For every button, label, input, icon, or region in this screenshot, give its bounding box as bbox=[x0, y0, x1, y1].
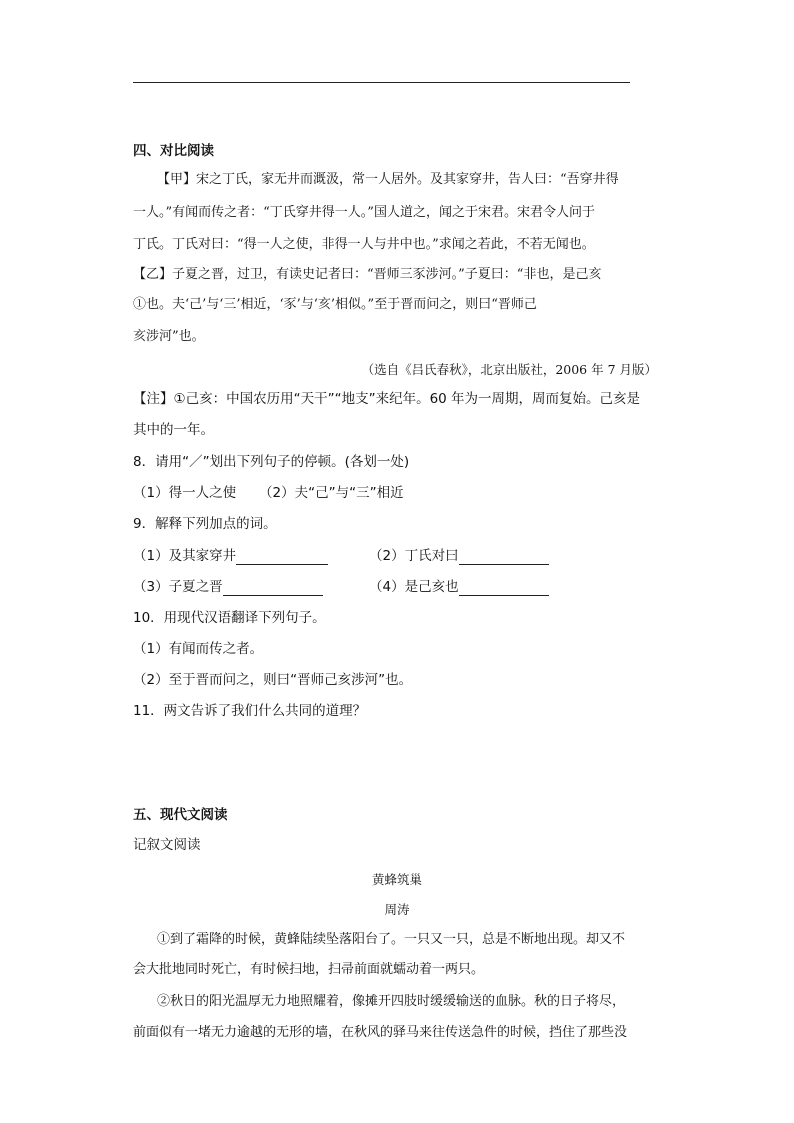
source-citation: （选自《吕氏春秋》，北京出版社，2006 年 7 月版） bbox=[361, 362, 657, 377]
passage-line: 丁氏。丁氏对曰：“得一人之使，非得一人与井中也。”求闻之若此，不若无闻也。 bbox=[133, 237, 595, 252]
answer-blank[interactable] bbox=[459, 581, 549, 596]
passage-line: 【甲】宋之丁氏，家无井而溉汲，常一人居外。及其家穿井，告人曰：“吾穿井得 bbox=[157, 172, 619, 187]
section-title: 五、现代文阅读 bbox=[133, 807, 228, 823]
article-line: 前面似有一堵无力逾越的无形的墙，在秋风的驿马来往传送急件的时候，挡住了那些没 bbox=[133, 1025, 628, 1040]
header-rule bbox=[133, 82, 630, 83]
section-title: 四、对比阅读 bbox=[133, 143, 214, 159]
question-11-stem: 11．两文告诉了我们什么共同的道理？ bbox=[133, 703, 367, 719]
question-8-stem: 8．请用“／”划出下列句子的停顿。(各划一处) bbox=[133, 454, 410, 470]
answer-blank[interactable] bbox=[223, 581, 323, 596]
question-10-item: （2）至于晋而问之，则曰“晋师己亥涉河”也。 bbox=[133, 672, 413, 688]
question-8-item: （2）夫“己”与“三”相近 bbox=[259, 485, 404, 501]
article-line: ②秋日的阳光温厚无力地照耀着，像摊开四肢时缓缓输送的血脉。秋的日子将尽， bbox=[157, 994, 626, 1009]
passage-line: 亥涉河”也。 bbox=[133, 329, 205, 344]
note-line: 【注】①己亥：中国农历用“天干”“地支”来纪年。60 年为一周期，周而复始。己亥是 bbox=[133, 391, 641, 407]
article-line: ①到了霜降的时候，黄蜂陆续坠落阳台了。一只又一只，总是不断地出现。却又不 bbox=[157, 932, 626, 947]
passage-line: 一人。”有闻而传之者：“丁氏穿井得一人。”国人道之，闻之于宋君。宋君令人问于 bbox=[133, 205, 595, 220]
passage-line: 【乙】子夏之晋，过卫，有读史记者曰：“晋师三豕涉河。”子夏曰：“非也，是己亥 bbox=[133, 267, 602, 282]
question-9-row bbox=[133, 578, 613, 596]
article-line: 会大批地同时死亡，有时候扫地，扫帚前面就蠕动着一两只。 bbox=[133, 962, 485, 977]
question-8-item: （1）得一人之使 bbox=[133, 485, 237, 501]
question-9-item: （3）子夏之晋 bbox=[133, 579, 223, 595]
article-title: 黄蜂筑巢 bbox=[371, 872, 422, 887]
question-10-item: （1）有闻而传之者。 bbox=[133, 641, 264, 657]
question-9-item: （2）丁氏对曰 bbox=[369, 548, 459, 564]
note-line: 其中的一年。 bbox=[133, 422, 214, 438]
question-10-stem: 10．用现代汉语翻译下列句子。 bbox=[133, 610, 326, 626]
passage-line: ①也。夫‘己’与‘三’相近，‘豕’与‘亥’相似。”至于晋而问之，则曰“晋师己 bbox=[133, 297, 537, 312]
answer-blank[interactable] bbox=[459, 550, 549, 565]
question-9-stem: 9．解释下列加点的词。 bbox=[133, 516, 277, 532]
answer-blank[interactable] bbox=[236, 550, 328, 565]
article-author: 周涛 bbox=[384, 902, 410, 917]
genre-label: 记叙文阅读 bbox=[133, 837, 201, 853]
question-8-items bbox=[133, 484, 404, 502]
question-9-item: （1）及其家穿井 bbox=[133, 548, 237, 564]
question-9-item: （4）是己亥也 bbox=[369, 579, 459, 595]
question-9-row bbox=[133, 547, 613, 565]
